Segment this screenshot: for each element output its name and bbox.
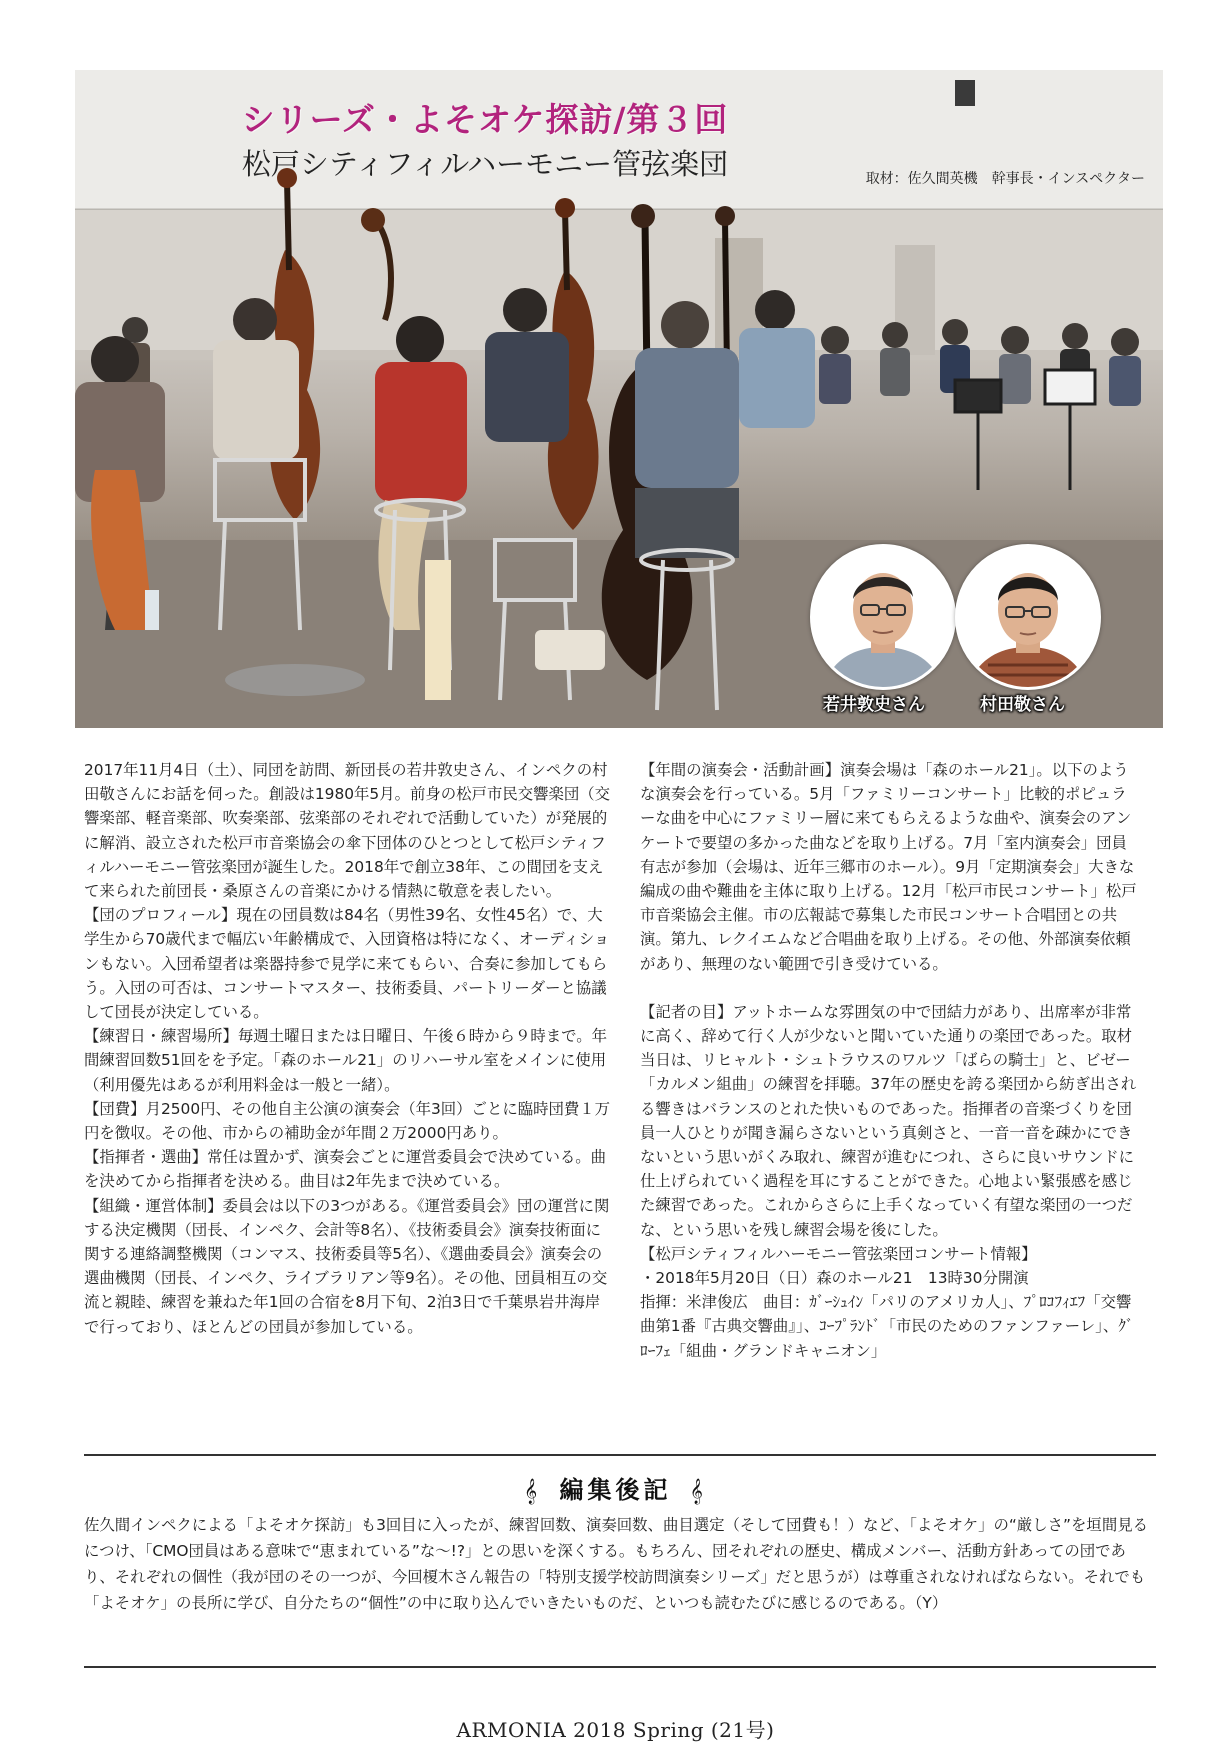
concert-info-heading: 【松戸シティフィルハーモニー管弦楽団コンサート情報】	[640, 1244, 1037, 1263]
article-left-column	[84, 758, 612, 1339]
portrait-wakai	[810, 544, 956, 690]
reporter-credit: 取材：佐久間英機 幹事長・インスペクター	[865, 171, 1145, 187]
treble-clef-icon: 𝄞	[689, 1479, 707, 1504]
series-title: シリーズ・よそオケ探訪/第３回	[241, 100, 729, 139]
article-profile: 【団のプロフィール】現在の団員数は84名（男性39名、女性45名）で、大学生から70歳代まで幅広い年齢構成で、入団資格は特になく、オーディションもない。入団希望者は楽器持参で見学に来てもらい、合奏に参加してもらう。入団の可否は、コンサートマスター、技術委員、パートリーダーと協議して団長が決定している。	[84, 906, 610, 1022]
article-conductor: 【指揮者・選曲】常任は置かず、演奏会ごとに運営委員会で決めている。曲を決めてから指揮者を決める。曲目は2年先まで決めている。	[84, 1148, 607, 1191]
editor-heading-text: 編集後記	[559, 1476, 672, 1504]
concert-program: 指揮：米津俊広 曲目：ｶﾞｰｼｭｲﾝ「パリのアメリカ人」、ﾌﾟﾛｺﾌｨｴﾌ「交響曲第1番『古典交響曲』」、ｺｰﾌﾟﾗﾝﾄﾞ「市民のためのファンファーレ」、ｸﾞﾛｰﾌｪ「組曲・グランドキャニオン」	[640, 1293, 1134, 1360]
article-annual-plan: 【年間の演奏会・活動計画】演奏会場は「森のホール21」。以下のような演奏会を行っている。5月「ファミリーコンサート」比較的ポピュラーな曲を中心にファミリー層に来てもらえるような曲や、演奏会のアンケートで要望の多かった曲などを取り上げる。7月「室内演奏会」団員有志が参加（会場は、近年三郷市のホール）。9月「定期演奏会」大きな編成の曲や難曲を主体に取り上げる。12月「松戸市民コンサート」松戸市音楽協会主催。市の広報誌で募集した市民コンサート合唱団との共演。第九、レクイエムなど合唱曲を取り上げる。その他、外部演奏依頼があり、無理のない範囲で引き受けている。	[640, 761, 1137, 973]
article-organization: 【組織・運営体制】委員会は以下の3つがある。《運営委員会》団の運営に関する決定機関（団長、インペク、会計等8名）、《技術委員会》演奏技術面に関する連絡調整機関（コンマス、技術委員等5名）、《選曲委員会》演奏会の選曲機関（団長、インペク、ライブラリアン等9名）。その他、団員相互の交流と親睦、練習を兼ねた年1回の合宿を8月下旬、2泊3日で千葉県岩井海岸で行っており、ほとんどの団員が参加している。	[84, 1196, 610, 1336]
portrait-murata	[955, 544, 1101, 690]
editor-heading	[0, 1470, 1231, 1505]
treble-clef-icon: 𝄞	[524, 1479, 542, 1504]
article-reporter-view: 【記者の目】アットホームな雰囲気の中で団結力があり、出席率が非常に高く、辞めて行く人が少ないと聞いていた通りの楽団であった。取材当日は、リヒャルト・シュトラウスのワルツ「ばらの騎士」と、ビゼー「カルメン組曲」の練習を拝聴。37年の歴史を誇る楽団から紡ぎ出される響きはバランスのとれた快いものであった。指揮者の音楽づくりを団員一人ひとりが聞き漏らさないという真剣さと、一音一音を疎かにできないという思いがくみ取れ、練習が進むにつれ、さらに良いサウンドに仕上げられていく過程を耳にすることができた。心地よい緊張感を感じた練習であった。これからさらに上手くなっていく有望な楽団の一つだな、という思いを残し練習会場を後にした。	[640, 1002, 1137, 1239]
person-photo-icon	[958, 547, 1098, 687]
article-fees: 【団費】月2500円、その他自主公演の演奏会（年3回）ごとに臨時団費１万円を徴収。その他、市からの補助金が年間２万2000円あり。	[84, 1099, 611, 1143]
article-right-column	[640, 758, 1140, 1363]
divider-top	[84, 1454, 1156, 1456]
person-photo-icon	[813, 547, 953, 687]
org-title: 松戸シティフィルハーモニー管弦楽団	[241, 147, 729, 181]
article-intro: 2017年11月4日（土）、同団を訪問、新団長の若井敦史さん、インペクの村田敬さんにお話を伺った。創設は1980年5月。前身の松戸市民交響楽団（交響楽部、軽音楽部、吹奏楽部、弦楽部のそれぞれで活動していた）が発展的に解消、設立された松戸市音楽協会の傘下団体のひとつとして松戸シティフィルハーモニー管弦楽団が誕生した。2018年で創立38年、この間団を支えて来られた前団長・桑原さんの音楽にかける情熱に敬意を表したい。	[84, 761, 611, 901]
article-practice: 【練習日・練習場所】毎週土曜日または日曜日、午後６時から９時まで。年間練習回数51回をを予定。「森のホール21」のリハーサル室をメインに使用（利用優先はあるが利用料金は一般と一緒）。	[84, 1027, 607, 1094]
editor-note: 佐久間インペクによる「よそオケ探訪」も3回目に入ったが、練習回数、演奏回数、曲目選定（そして団費も！）など、「よそオケ」の“厳しさ”を垣間見るにつけ、「CMO団員はある意味で“恵まれている”な〜!?」との思いを深くする。もちろん、団それぞれの歴史、構成メンバー、活動方針あっての団であり、それぞれの個性（我が団のその一つが、今回榎木さん報告の「特別支援学校訪問演奏シリーズ」だと思うが）は尊重されなければならない。それでも「よそオケ」の長所に学び、自分たちの“個性”の中に取り込んでいきたいものだ、といつも読むたびに感じるのである。（Y）	[84, 1516, 1148, 1612]
rehearsal-photo	[75, 70, 1163, 728]
portrait-caption-murata: 村田敬さん	[980, 695, 1065, 715]
concert-date: ・2018年5月20日（日）森のホール21 13時30分開演	[640, 1269, 1029, 1288]
footer: ARMONIA 2018 Spring (21号)	[456, 1718, 775, 1742]
portrait-caption-wakai: 若井敦史さん	[823, 695, 925, 715]
divider-bottom	[84, 1666, 1156, 1668]
